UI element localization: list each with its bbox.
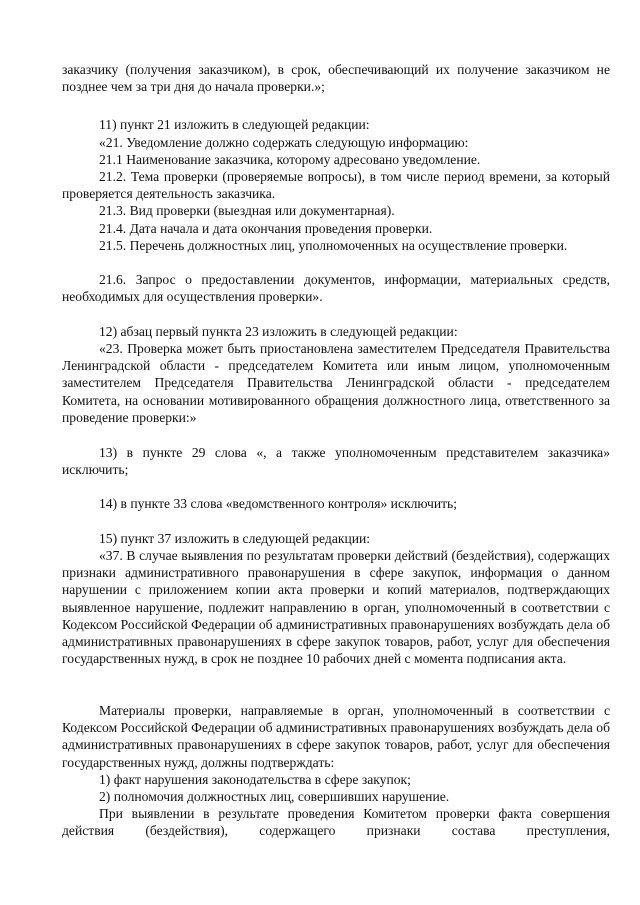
paragraph-item-15: 15) пункт 37 изложить в следующей редакции: <box>99 531 371 546</box>
paragraph-21-5: 21.5. Перечень должностных лиц, уполномоченных на осуществление проверки. <box>99 238 568 253</box>
paragraph-21-2: 21.2. Тема проверки (проверяемые вопросы), в том числе период времени, за который проверяется деятельность заказчика. <box>62 169 610 202</box>
paragraph-list-1: 1) факт нарушения законодательства в сфере закупок; <box>99 772 411 787</box>
paragraph-21-1: 21.1 Наименование заказчика, которому адресовано уведомление. <box>99 152 481 167</box>
paragraph-21-6: 21.6. Запрос о предоставлении документов, информации, материальных средств, необходимых для осуществления проверки». <box>62 272 610 305</box>
paragraph-21: «21. Уведомление должно содержать следующую информацию: <box>99 135 469 150</box>
paragraph-23: «23. Проверка может быть приостановлена заместителем Председателя Правительства Ленинградской области - председателем Комитета или иным лицом, уполномоченным заместителем Председателя Правительства Ленинградской области - председателем Комитета, на основании мотивированного обращения должностного лица, ответственного за проведение проверки:» <box>62 341 610 425</box>
paragraph-materials: Материалы проверки, направляемые в орган, уполномоченный в соответствии с Кодексом Российской Федерации об административных правонарушениях возбуждать дела об административных правонарушениях в сфере закупок товаров, работ, услуг для обеспечения государственных нужд, должны подтверждать: <box>62 703 610 770</box>
paragraph-item-14: 14) в пункте 33 слова «ведомственного контроля» исключить; <box>99 496 458 511</box>
paragraph-intro: заказчику (получения заказчиком), в срок, обеспечивающий их получение заказчиком не позднее чем за три дня до начала проверки.»; <box>62 62 610 95</box>
paragraph-item-13: 13) в пункте 29 слова «, а также уполномоченным представителем заказчика» исключить; <box>62 445 610 478</box>
paragraph-list-2: 2) полномочия должностных лиц, совершивших нарушение. <box>99 789 450 804</box>
paragraph-37: «37. В случае выявления по результатам проверки действий (бездействия), содержащих признаки административного правонарушения в сфере закупок, информация о данном нарушении с приложением копии акта проверки и копий материалов, подтверждающих выявленное нарушение, подлежит направлению в орган, уполномоченный в соответствии с Кодексом Российской Федерации об административных правонарушениях возбуждать дела об административных правонарушениях в сфере закупок товаров, работ, услуг для обеспечения государственных нужд, в срок не позднее 10 рабочих дней с момента подписания акта. <box>62 548 610 667</box>
paragraph-item-11: 11) пункт 21 изложить в следующей редакции: <box>99 117 370 132</box>
paragraph-21-4: 21.4. Дата начала и дата окончания проведения проверки. <box>99 221 433 236</box>
paragraph-crime: При выявлении в результате проведения Комитетом проверки факта совершения действия (бездействия), содержащего признаки состава преступления, <box>62 806 610 839</box>
paragraph-21-3: 21.3. Вид проверки (выездная или документарная). <box>99 203 395 218</box>
paragraph-item-12: 12) абзац первый пункта 23 изложить в следующей редакции: <box>99 324 458 339</box>
